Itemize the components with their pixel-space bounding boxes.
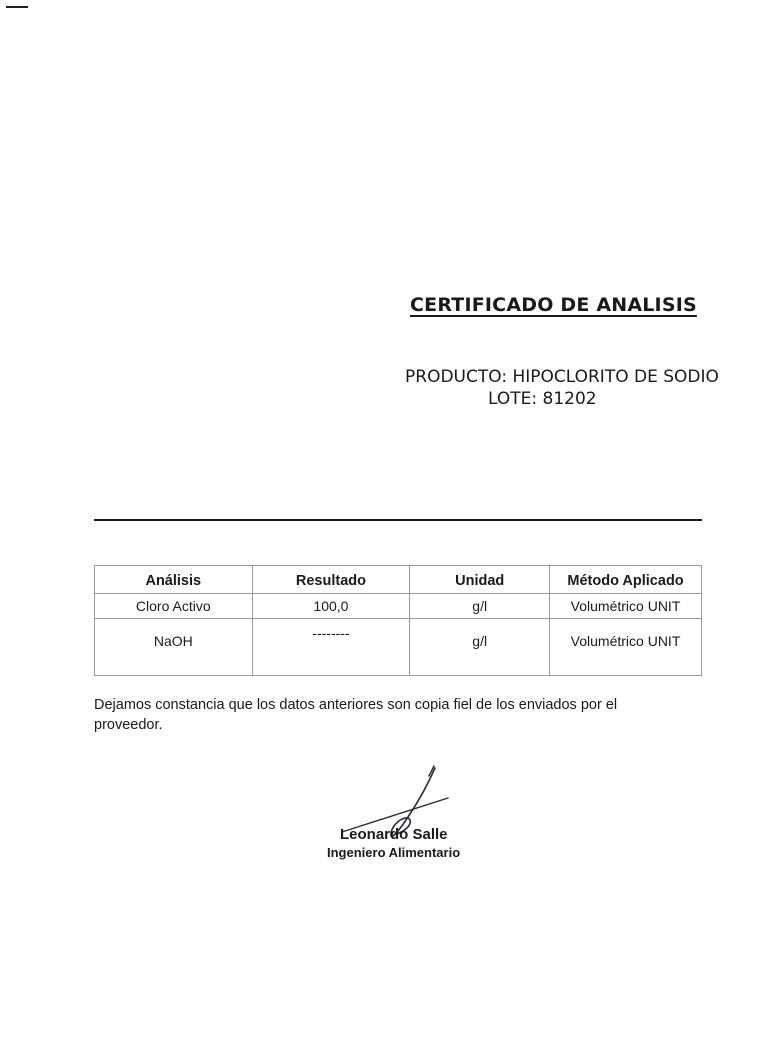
- signer-name: Leonardo Salle: [340, 826, 448, 843]
- cell-metodo: Volumétrico UNIT: [550, 594, 702, 619]
- cell-unidad: g/l: [410, 594, 550, 619]
- table-row: [95, 594, 702, 619]
- cell-analisis: Cloro Activo: [95, 594, 253, 619]
- header-analisis: Análisis: [95, 566, 253, 594]
- header-metodo: Método Aplicado: [550, 566, 702, 594]
- analysis-table: [94, 565, 702, 676]
- product-line: PRODUCTO: HIPOCLORITO DE SODIO: [405, 367, 719, 387]
- lote-line: LOTE: 81202: [488, 389, 597, 409]
- cell-resultado: --------: [252, 619, 410, 676]
- header-unidad: Unidad: [410, 566, 550, 594]
- cell-metodo: Volumétrico UNIT: [550, 619, 702, 676]
- cell-resultado: 100,0: [252, 594, 410, 619]
- cell-analisis: NaOH: [95, 619, 253, 676]
- scan-edge-mark: [6, 6, 28, 8]
- horizontal-divider: [94, 519, 702, 521]
- signer-role: Ingeniero Alimentario: [327, 845, 461, 860]
- table-row: [95, 619, 702, 676]
- statement-text: Dejamos constancia que los datos anteriores son copia fiel de los enviados por el proveedor.: [94, 697, 618, 733]
- document-title: CERTIFICADO DE ANALISIS: [410, 294, 697, 316]
- header-resultado: Resultado: [252, 566, 410, 594]
- table-header-row: [95, 566, 702, 594]
- cell-unidad: g/l: [410, 619, 550, 676]
